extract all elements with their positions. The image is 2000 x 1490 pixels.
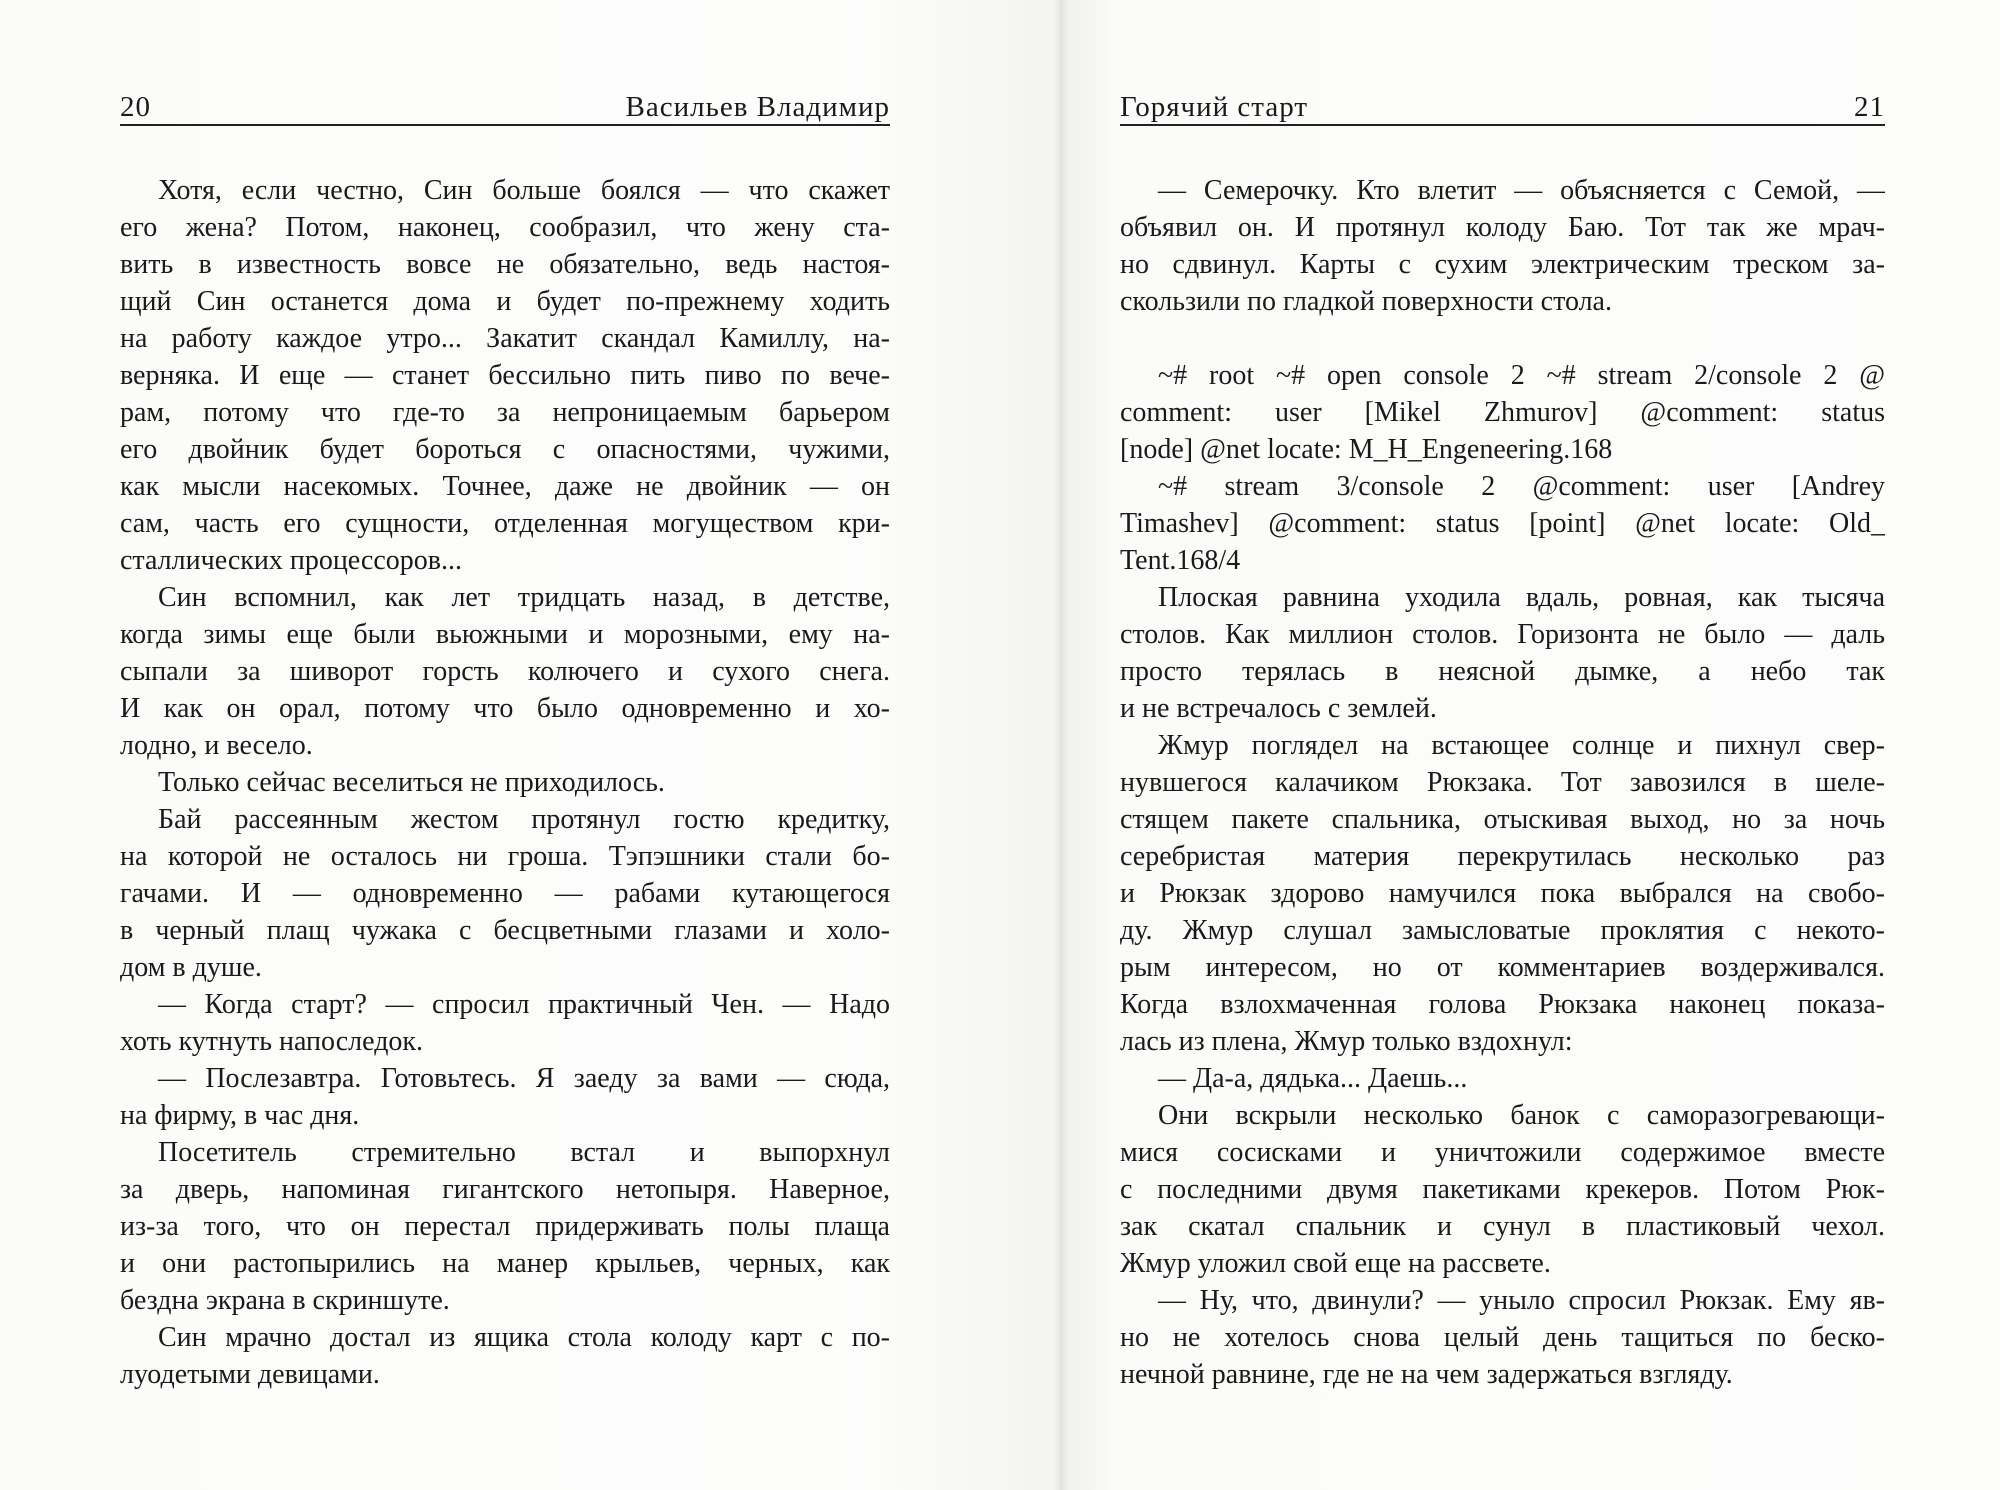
left-page-text-line: хоть кутнуть напоследок. <box>120 1026 424 1057</box>
left-page-text-line: на которой не осталось ни гроша. Тэпэшники стали бо- <box>120 841 890 872</box>
left-page-body <box>120 172 890 1393</box>
right-page-text-line: ду. Жмур слушал замысловатые проклятия с некото- <box>1120 915 1885 946</box>
right-page-text-line: comment: user [Mikel Zhmurov] @comment: status <box>1120 397 1885 428</box>
book-gutter <box>1054 0 1068 1490</box>
left-page-text-line: щий Син останется дома и будет по-прежнему ходить <box>120 286 890 317</box>
right-page-text-line: и не встречалось с землей. <box>1120 693 1437 724</box>
right-page-text-line: лась из плена, Жмур только вздохнул: <box>1120 1026 1573 1057</box>
right-page-text-line: Они вскрыли несколько банок с саморазогревающи- <box>1158 1100 1885 1131</box>
left-page-text-line: гачами. И — одновременно — рабами кутающегося <box>120 878 890 909</box>
left-page-text-line: Хотя, если честно, Син больше боялся — что скажет <box>158 175 890 206</box>
left-page-text-line: — Послезавтра. Готовьтесь. Я заеду за вами — сюда, <box>158 1063 890 1094</box>
right-page-text-line: — Да-а, дядька... Даешь... <box>1158 1063 1468 1094</box>
right-page-text-line <box>1120 320 1885 357</box>
left-page-text-line: сталлических процессоров... <box>120 545 463 576</box>
right-page-text-line: объявил он. И протянул колоду Баю. Тот так же мрач- <box>1120 212 1885 243</box>
right-page-text-line: и Рюкзак здорово намучился пока выбрался на свобо- <box>1120 878 1885 909</box>
left-page-text-line: дом в душе. <box>120 952 262 983</box>
right-page-text-line: ~# stream 3/console 2 @comment: user [Andrey <box>1158 471 1885 502</box>
right-page-text-line: — Семерочку. Кто влетит — объясняется с Семой, — <box>1158 175 1885 206</box>
left-page-text-line: его двойник будет бороться с опасностями, чужими, <box>120 434 890 465</box>
left-page-text-line: Син вспомнил, как лет тридцать назад, в детстве, <box>158 582 890 613</box>
left-page-text-line: в черный плащ чужака с бесцветными глазами и холо- <box>120 915 890 946</box>
right-page-text-line: зак скатал спальник и сунул в пластиковый чехол. <box>1120 1211 1885 1242</box>
right-page-text-line: скользили по гладкой поверхности стола. <box>1120 286 1612 317</box>
right-page-text-line: Жмур уложил свой еще на рассвете. <box>1120 1248 1551 1279</box>
left-page-text-line: сыпали за шиворот горсть колючего и сухого снега. <box>120 656 890 687</box>
right-page-text-line: серебристая материя перекрутилась несколько раз <box>1120 841 1885 872</box>
right-running-head: Горячий старт <box>1120 91 1308 123</box>
right-page-text-line: просто терялась в неясной дымке, а небо так <box>1120 656 1885 687</box>
right-page-text-line: мися сосисками и уничтожили содержимое вместе <box>1120 1137 1885 1168</box>
right-page-text-line: рым интересом, но от комментариев воздерживался. <box>1120 952 1885 983</box>
right-page-text-line: Плоская равнина уходила вдаль, ровная, как тысяча <box>1158 582 1885 613</box>
left-page-text-line: из-за того, что он перестал придерживать полы плаща <box>120 1211 890 1242</box>
left-page-text-line: лодно, и весело. <box>120 730 313 761</box>
left-page-text-line: рам, потому что где-то за непроницаемым барьером <box>120 397 890 428</box>
left-running-head: Васильев Владимир <box>625 91 890 123</box>
left-page-text-line: его жена? Потом, наконец, сообразил, что жену ста- <box>120 212 890 243</box>
right-page-text-line: ~# root ~# open console 2 ~# stream 2/console 2 @ <box>1158 360 1885 391</box>
left-page-header <box>120 90 890 126</box>
left-page-text-line: на фирму, в час дня. <box>120 1100 360 1131</box>
right-page-text-line: но сдвинул. Карты с сухим электрическим треском за- <box>1120 249 1885 280</box>
right-page-text-line: с последними двумя пакетиками крекеров. Потом Рюк- <box>1120 1174 1885 1205</box>
left-page-text-line: как мысли насекомых. Точнее, даже не двойник — он <box>120 471 890 502</box>
right-page-text-line: но не хотелось снова целый день тащиться по беско- <box>1120 1322 1885 1353</box>
right-page-text-line: столов. Как миллион столов. Горизонта не было — даль <box>1120 619 1885 650</box>
left-page-text-line: Бай рассеянным жестом протянул гостю кредитку, <box>158 804 890 835</box>
left-page-text-line: вить в известность вовсе не обязательно, ведь настоя- <box>120 249 890 280</box>
left-page-text-line: бездна экрана в скриншуте. <box>120 1285 450 1316</box>
right-page-text-line: стящем пакете спальника, отыскивая выход, но за ночь <box>1120 804 1885 835</box>
right-page-text-line: Timashev] @comment: status [point] @net locate: Old_ <box>1120 508 1885 539</box>
right-page-number: 21 <box>1854 91 1885 123</box>
left-page-text-line: Посетитель стремительно встал и выпорхнул <box>158 1137 890 1168</box>
right-page-text-line: — Ну, что, двинули? — уныло спросил Рюкзак. Ему яв- <box>1158 1285 1885 1316</box>
left-page-text-line: верняка. И еще — станет бессильно пить пиво по вече- <box>120 360 890 391</box>
left-page-text-line: сам, часть его сущности, отделенная могуществом кри- <box>120 508 890 539</box>
right-page-text-line: нечной равнине, где не на чем задержаться взгляду. <box>1120 1359 1733 1390</box>
left-page-text-line: за дверь, напоминая гигантского нетопыря. Наверное, <box>120 1174 890 1205</box>
left-page-text-line: — Когда старт? — спросил практичный Чен. — Надо <box>158 989 890 1020</box>
right-page-text-line: Жмур поглядел на встающее солнце и пихнул свер- <box>1158 730 1885 761</box>
left-page-text-line: на работу каждое утро... Закатит скандал Камиллу, на- <box>120 323 890 354</box>
right-page-text-line: Когда взлохмаченная голова Рюкзака наконец показа- <box>1120 989 1885 1020</box>
left-page-number: 20 <box>120 91 151 123</box>
left-page-text-line: И как он орал, потому что было одновременно и хо- <box>120 693 890 724</box>
right-page-body <box>1120 172 1885 1393</box>
left-page-text-line: и они растопырились на манер крыльев, черных, как <box>120 1248 890 1279</box>
left-page-text-line: когда зимы еще были вьюжными и морозными, ему на- <box>120 619 890 650</box>
right-page-text-line: нувшегося калачиком Рюкзака. Тот завозился в шеле- <box>1120 767 1885 798</box>
right-page-text-line: [node] @net locate: M_H_Engeneering.168 <box>1120 434 1613 465</box>
right-page-header <box>1120 90 1885 126</box>
left-page-text-line: луодетыми девицами. <box>120 1359 380 1390</box>
left-page-text-line: Син мрачно достал из ящика стола колоду карт с по- <box>158 1322 890 1353</box>
right-page-text-line: Tent.168/4 <box>1120 545 1241 576</box>
left-page-text-line: Только сейчас веселиться не приходилось. <box>158 767 665 798</box>
